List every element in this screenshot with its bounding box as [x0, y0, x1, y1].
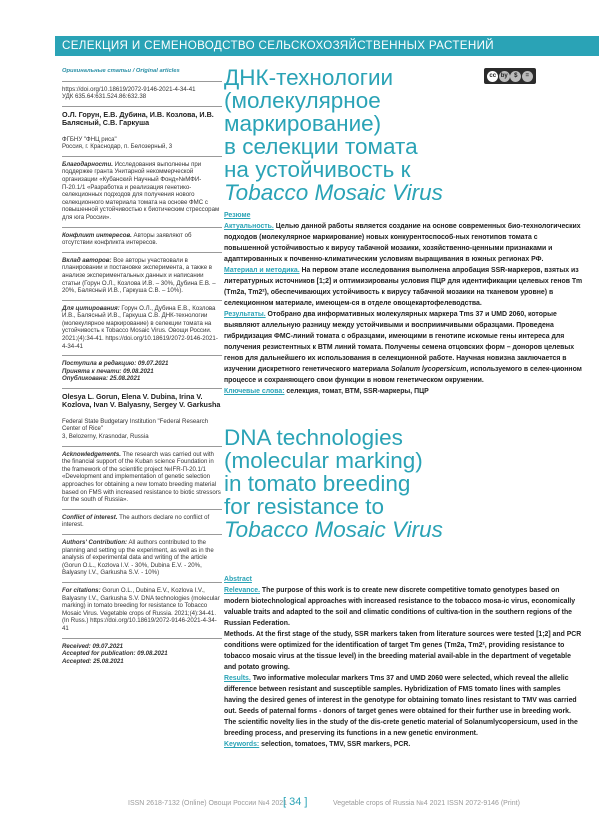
- abstract-ru-heading: Резюме: [224, 212, 251, 219]
- noderivs-icon: =: [522, 71, 533, 82]
- title-en-line: (molecular marking): [224, 448, 423, 473]
- abstract-ru: [224, 210, 584, 397]
- abstract-ru-relevance: Актуальность. Целью данной работы является создание на основе современных био-технологических подходов (молекулярное маркирование) новых конкурентоспособ-ных генотипов томата с повышенной устойчивостью к вирусу табачной мозаики, хозяйственно-ценными признаками и адаптированных к почвенно-климатическим условиям выращивания в южных регионах РФ.: [224, 223, 581, 263]
- divider: [62, 156, 222, 157]
- divider: [62, 252, 222, 253]
- abstract-ru-results: Результаты. Отобрано два информативных молекулярных маркера Tms 37 и UMD 2060, которые выявляют аллельную разницу между устойчивыми и восприимчивыми образцами. Проведена гибридизация ФМС-линий томата с образцами, имеющими в генотипе искомые гены интереса для получения резистентных к ВТМ линий томата. Получены семена отцовских форм – доноров целевых генов для дальнейшего их использования в селекционной работе. Научная новизна заключается в изучении дискретного генетического материала Solanum lycopersicum, используемого в селек-ционном процессе и сохраняющего свои функции в новом генетическом окружении.: [224, 311, 582, 384]
- divider: [62, 227, 222, 228]
- acknowledgements-ru: Благодарности. Исследования выполнены при поддержке гранта Унитарной некоммерческой организации «Кубанский Научный Фонд»№МФИ-П-20.1/1 «Разработка и реализация генетико-селекционных подходов для получения нового селекционного материала томата на основе ФМС с повышенной устойчивостью к биотическим стрессорам для юга России».: [62, 160, 220, 221]
- abstract-ru-keywords: Ключевые слова: селекция, томат, ВТМ, SSR-маркеры, ПЦР: [224, 388, 429, 395]
- published-en: Accepted: 25.08.2021: [62, 657, 124, 665]
- divider: [62, 300, 222, 301]
- authors-ru: О.Л. Горун, Е.В. Дубина, И.В. Козлова, И.В. Балясный, С.В. Гаркуша: [62, 109, 214, 128]
- article-type: Оригинальные статьи / Original articles: [62, 68, 180, 74]
- cc-license-badge[interactable]: [484, 68, 536, 84]
- divider: [62, 446, 222, 447]
- title-ru: [224, 66, 443, 204]
- title-ru-line: (молекулярное: [224, 88, 381, 113]
- divider: [62, 638, 222, 639]
- cc-icon: cc: [487, 71, 498, 82]
- abstract-en-heading: Abstract: [224, 576, 252, 583]
- contribution-en: Authors' Contribution: All authors contributed to the planning and setting up the experiment, as well as in the analysis of experimental data and writing of the article (Gorun O.L., Kozlova I.V. - 30%, Dubina E.V. - 20%, Balyasny I.V., Garkusha S.V. - 10%): [62, 538, 214, 577]
- divider: [62, 81, 222, 82]
- received-ru: Поступила в редакцию: 09.07.2021: [62, 360, 169, 368]
- abstract-en-results: Results. Two informative molecular markers Tms 37 and UMD 2060 were selected, which reveal the allelic difference between resistant and susceptible samples. Hybridization of FMS tomato lines with samples having the desired genes of interest in the genotype for obtaining tomato lines resistant to TMV was carried out. Seeds of paternal forms - donors of target genes were obtained for their further use in breeding work. The scientific novelty lies in the study of the dis-crete genetic material of Solanumlycopersicum, used in the breeding process, and preserving its functions in a new genetic environment.: [224, 675, 578, 737]
- abstract-ru-methods: Материал и методика. На первом этапе исследования выполнена апробация SSR-маркеров, взятых из литературных источников [1;2] и оптимизированы условия ПЦР для идентификации целевых генов Tm (Tm2a, Tm2²), обеспечивающих устойчивость к вирусу табачной мозаики на тканевом уровне) в селекционном материале, имеющем-ся в отделе овощекартофелеводства.: [224, 267, 583, 307]
- title-ru-line: ДНК-технологии: [224, 65, 394, 90]
- affiliation-en-2: 3, Belozerny, Krasnodar, Russia: [62, 433, 149, 441]
- divider: [62, 509, 222, 510]
- citation-en: For citations: Gorun O.L., Dubina E.V., Kozlova I.V., Balyasny I.V., Garkusha S.V. DNA technologies (molecular marking) in tomato breeding for resistance to Tobacco Mosaic Virus. Vegetable crops of Russia. 2021;(4):34-41. (In Russ.) https://doi.org/10.18619/2072-9146-2021-4-34-41: [62, 586, 220, 632]
- accepted-en: Accepted for publication: 09.08.2021: [62, 650, 168, 658]
- citation-ru: Для цитирования: Горун О.Л., Дубина Е.В., Козлова И.В., Балясный И.В., Гаркуша С.В. ДНК-технологии (молекулярное маркирование) в селекции томата на устойчивость к Tobacco Mosaic Virus. Овощи России. 2021;(4):34-41. https://doi.org/10.18619/2072-9146-2021-4-34-41: [62, 304, 218, 350]
- title-ru-line: на устойчивость к: [224, 157, 411, 182]
- acknowledgements-en: Acknowledgements. The research was carried out with the financial support of the Kuban science Foundation in the framework of the scientific project №IFR-П-20.1/1 «Development and implementation of genetic selection approaches for obtaining a new tomato breeding material based on FMS with increased resistance to biotic stressors for the south of Russia».: [62, 450, 221, 504]
- affiliation-ru-2: Россия, г. Краснодар, п. Белозерный, 3: [62, 143, 173, 151]
- authors-en: Olesya L. Gorun, Elena V. Dubina, Irina V. Kozlova, Ivan V. Balyasny, Sergey V. Garkusha: [62, 392, 221, 410]
- udc: УДК 635.64:631.524.86:632.38: [62, 93, 147, 101]
- title-ru-line: маркирование): [224, 111, 382, 136]
- title-en-line: Tobacco Mosaic Virus: [224, 517, 443, 542]
- accepted-ru: Принята к печати: 09.08.2021: [62, 367, 154, 375]
- by-icon: by: [499, 71, 510, 82]
- section-banner-text: СЕЛЕКЦИЯ И СЕМЕНОВОДСТВО СЕЛЬСКОХОЗЯЙСТВЕННЫХ РАСТЕНИЙ: [62, 39, 494, 52]
- abstract-en-keywords: Keywords: selection, tomatoes, TMV, SSR markers, PCR.: [224, 741, 411, 748]
- contribution-ru: Вклад авторов: Все авторы участвовали в планировании и постановке эксперимента, а также в анализе экспериментальных данных и написании статьи (Горун О.Л., Козлова И.В. – 30%, Дубина Е.В. – 20%, Балясный И.В., Гаркуша С.В. – 10%).: [62, 256, 216, 295]
- page-number: [ 34 ]: [283, 796, 308, 808]
- title-en-line: DNA technologies: [224, 425, 403, 450]
- title-en-line: in tomato breeding: [224, 471, 411, 496]
- conflict-en: Conflict of interest. The authors declare no conflict of interest.: [62, 513, 210, 529]
- divider: [62, 106, 222, 107]
- doi-ru[interactable]: https://doi.org/10.18619/2072-9146-2021-4-34-41: [62, 85, 196, 93]
- footer-right: Vegetable crops of Russia №4 2021 ISSN 2072-9146 (Print): [333, 800, 520, 807]
- abstract-en: [224, 574, 584, 750]
- divider: [62, 388, 222, 389]
- title-en-line: for resistance to: [224, 494, 385, 519]
- abstract-en-methods: Methods. At the first stage of the study, SSR markers taken from literature sources were tested [1;2] and PCR conditions were optimized for the identification of target Tm genes (Tm2a, Tm2², providing resistance to tobacco mosaic virus at the tissue level) in the breeding material avail-able in the department of vegetable and potato growing.: [224, 631, 582, 671]
- noncommercial-icon: $: [510, 71, 521, 82]
- divider: [62, 355, 222, 356]
- divider: [62, 534, 222, 535]
- received-en: Received: 09.07.2021: [62, 642, 123, 650]
- published-ru: Опубликована: 25.08.2021: [62, 375, 141, 383]
- affiliation-en-1: Federal State Budgetary Institution "Federal Research Center of Rice": [62, 417, 209, 433]
- affiliation-ru-1: ФГБНУ "ФНЦ риса": [62, 135, 117, 143]
- title-en: [224, 426, 443, 541]
- conflict-ru: Конфликт интересов. Авторы заявляют об отсутствии конфликта интересов.: [62, 231, 192, 247]
- footer-left: ISSN 2618-7132 (Online) Овощи России №4 2021: [128, 800, 288, 807]
- title-ru-line: Tobacco Mosaic Virus: [224, 180, 443, 205]
- title-ru-line: в селекции томата: [224, 134, 418, 159]
- abstract-en-relevance: Relevance. The purpose of this work is to create new discrete competitive tomato genotypes based on modern biotechnological approaches with increased resistance to the tobacco mosa-ic virus, economically valuable traits and adapted to the soil and climatic conditions of cultiva-tion in the southern regions of the Russian Federation.: [224, 587, 576, 627]
- divider: [62, 582, 222, 583]
- article-sidebar: [62, 68, 222, 665]
